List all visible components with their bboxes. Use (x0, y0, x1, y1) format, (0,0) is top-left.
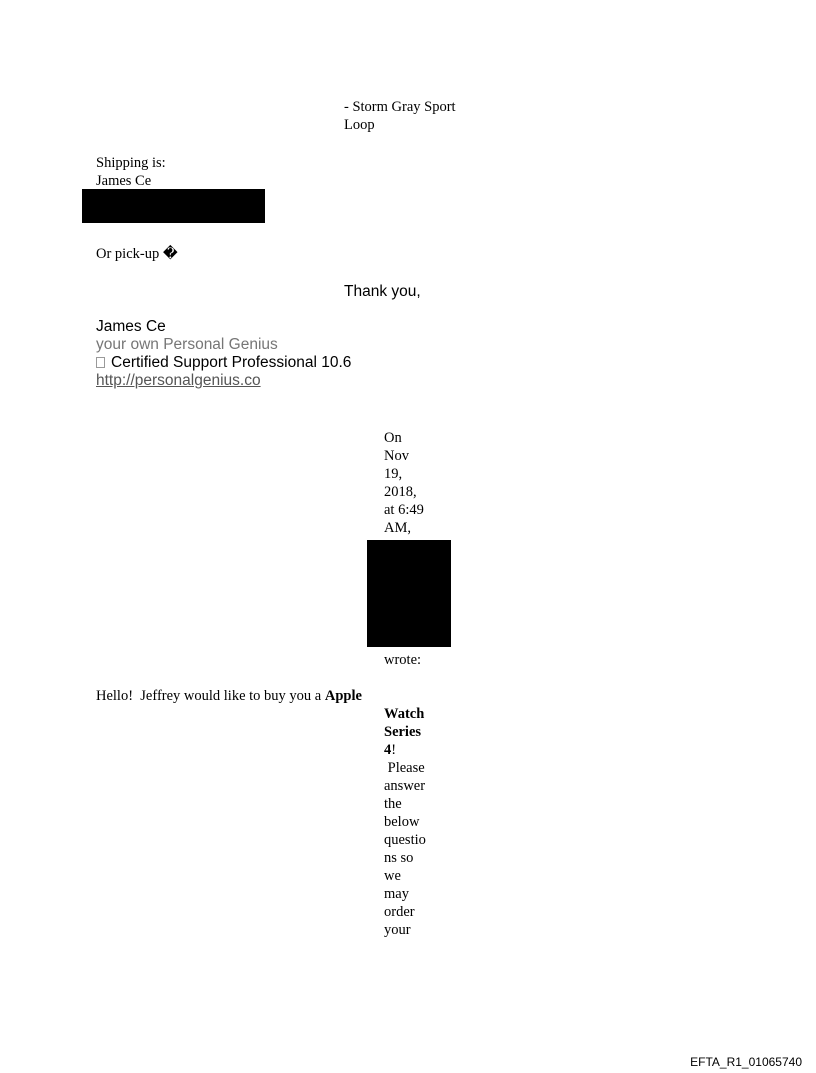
quote-header-word: 2018, (384, 484, 417, 500)
wrote-text: wrote: (384, 652, 422, 668)
certification-text: Certified Support Professional 10.6 (111, 354, 352, 371)
pickup-text: Or pick-up � (96, 246, 178, 262)
quote-header-word: Nov (384, 448, 409, 464)
signature-block (96, 318, 351, 390)
message-bold-line (384, 741, 426, 759)
signature-certification (96, 354, 351, 372)
message-word: answer (384, 778, 426, 794)
apple-logo-placeholder-icon (96, 357, 105, 368)
message-bold-word: 4 (384, 742, 392, 758)
message-word: your (384, 922, 411, 938)
message-word: may (384, 886, 409, 902)
quote-header (384, 429, 424, 537)
product-note-line: - Storm Gray Sport (344, 99, 456, 115)
message-column (384, 705, 426, 939)
shipping-block (96, 154, 166, 190)
quote-wrote (384, 651, 421, 669)
signoff (344, 283, 421, 301)
shipping-name: James Ce (96, 173, 152, 189)
message-word: questio (384, 832, 426, 848)
message-word: the (384, 796, 402, 812)
shipping-label: Shipping is: (96, 155, 166, 171)
document-id-text: EFTA_R1_01065740 (690, 1055, 802, 1069)
product-note-line: Loop (344, 117, 375, 133)
message-word: below (384, 814, 420, 830)
quote-header-word: 19, (384, 466, 403, 482)
signature-name: James Ce (96, 318, 166, 335)
message-bold-word: Apple (324, 688, 362, 704)
message-intro (96, 687, 362, 705)
redaction-box-address (82, 189, 265, 223)
quote-header-word: On (384, 430, 402, 446)
message-intro-line (96, 687, 362, 705)
signature-url-link[interactable]: http://personalgenius.co (96, 372, 261, 389)
quote-header-word: at 6:49 (384, 502, 424, 518)
product-note (344, 98, 456, 134)
message-bold-word: Series (384, 724, 422, 740)
message-word: we (384, 868, 401, 884)
message-intro-text: Hello! Jeffrey would like to buy you a (96, 688, 325, 704)
quote-header-word: AM, (384, 520, 411, 536)
message-word: order (384, 904, 415, 920)
redaction-box-sender (367, 540, 451, 647)
message-word: Please (384, 760, 425, 776)
signature-tagline: your own Personal Genius (96, 336, 278, 353)
pickup-line (96, 245, 178, 263)
thank-you-text: Thank you, (344, 283, 421, 300)
message-bold-word: Watch (384, 706, 425, 722)
message-word: ns so (384, 850, 414, 866)
document-id (690, 1055, 802, 1069)
message-exclaim: ! (391, 742, 397, 758)
